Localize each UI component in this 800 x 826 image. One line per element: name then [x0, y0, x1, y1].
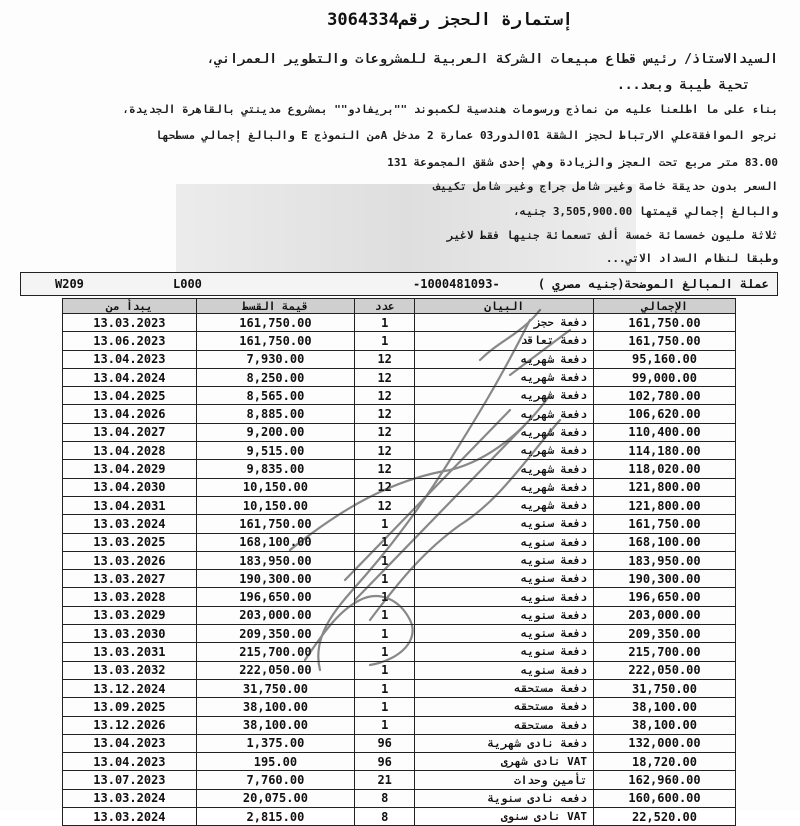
cell-description: دفعة سنويه	[415, 515, 594, 533]
cell-count: 8	[355, 808, 415, 826]
cell-count: 12	[355, 478, 415, 496]
cell-installment-value: 7,930.00	[196, 350, 354, 368]
table-header-row	[63, 299, 736, 314]
cell-count: 1	[355, 588, 415, 606]
cell-description: دفعة شهريه	[415, 460, 594, 478]
payment-schedule-table	[62, 298, 736, 826]
cell-start-date: 13.03.2032	[63, 661, 197, 679]
cell-count: 8	[355, 789, 415, 807]
cell-installment-value: 20,075.00	[196, 789, 354, 807]
currency-label: عملة المبالغ الموضحة(جنيه مصري )	[537, 277, 769, 291]
table-row	[63, 423, 736, 441]
letter-line-7: وطبقا لنظام السداد الاتي...	[605, 252, 778, 265]
cell-total: 203,000.00	[594, 606, 736, 624]
cell-total: 160,600.00	[594, 789, 736, 807]
cell-description: دفعة سنويه	[415, 570, 594, 588]
cell-count: 96	[355, 753, 415, 771]
cell-description: دفعة شهريه	[415, 405, 594, 423]
cell-count: 12	[355, 405, 415, 423]
letter-line-2: نرجو الموافقةعلي الارتباط لحجز الشقة 01الدور03 عمارة 2 مدخل Aمن النموذج E والبالغ إجمالي مسطحها	[155, 129, 778, 142]
table-row	[63, 533, 736, 551]
table-row	[63, 698, 736, 716]
table-row	[63, 314, 736, 332]
table-row	[63, 753, 736, 771]
cell-description: دفعة شهريه	[415, 423, 594, 441]
cell-installment-value: 161,750.00	[196, 332, 354, 350]
cell-count: 12	[355, 423, 415, 441]
table-row	[63, 387, 736, 405]
cell-start-date: 13.03.2030	[63, 625, 197, 643]
cell-description: دفعة سنويه	[415, 606, 594, 624]
letter-line-4: السعر بدون حديقة خاصة وغير شامل جراج وغير شامل تكييف	[433, 180, 778, 193]
letter-line-5: والبالغ إجمالي قيمتها 3,505,900.00 جنيه،	[513, 205, 778, 218]
cell-start-date: 13.04.2028	[63, 442, 197, 460]
cell-total: 222,050.00	[594, 661, 736, 679]
cell-total: 209,350.00	[594, 625, 736, 643]
cell-total: 168,100.00	[594, 533, 736, 551]
cell-start-date: 13.12.2024	[63, 679, 197, 697]
cell-description: دفعة شهريه	[415, 496, 594, 514]
header-installment-value: قيمة القسط	[196, 299, 354, 314]
table-row	[63, 478, 736, 496]
cell-installment-value: 195.00	[196, 753, 354, 771]
form-title: إستمارة الحجز رقم3064334	[327, 10, 573, 30]
cell-total: 99,000.00	[594, 368, 736, 386]
table-row	[63, 460, 736, 478]
table-row	[63, 350, 736, 368]
cell-description: VAT نادى سنوى	[415, 808, 594, 826]
cell-installment-value: 215,700.00	[196, 643, 354, 661]
w-code: W209	[55, 277, 84, 291]
cell-installment-value: 8,565.00	[196, 387, 354, 405]
cell-start-date: 13.04.2023	[63, 350, 197, 368]
cell-total: 121,800.00	[594, 496, 736, 514]
cell-description: دفعة سنويه	[415, 625, 594, 643]
table-row	[63, 496, 736, 514]
reference-code: -1000481093-	[413, 277, 500, 291]
cell-installment-value: 38,100.00	[196, 716, 354, 734]
cell-installment-value: 183,950.00	[196, 551, 354, 569]
addressee-line: السيدالاستاذ/ رئيس قطاع مبيعات الشركة العربية للمشروعات والتطوير العمراني،	[206, 52, 778, 67]
cell-start-date: 13.03.2031	[63, 643, 197, 661]
cell-count: 1	[355, 716, 415, 734]
table-row	[63, 405, 736, 423]
cell-total: 121,800.00	[594, 478, 736, 496]
table-row	[63, 734, 736, 752]
cell-start-date: 13.04.2030	[63, 478, 197, 496]
cell-count: 1	[355, 533, 415, 551]
table-row	[63, 771, 736, 789]
table-row	[63, 643, 736, 661]
cell-count: 12	[355, 496, 415, 514]
cell-count: 1	[355, 625, 415, 643]
cell-description: تأمين وحدات	[415, 771, 594, 789]
cell-installment-value: 9,515.00	[196, 442, 354, 460]
cell-total: 38,100.00	[594, 716, 736, 734]
cell-description: دفعه نادى سنوية	[415, 789, 594, 807]
cell-start-date: 13.03.2025	[63, 533, 197, 551]
cell-installment-value: 203,000.00	[196, 606, 354, 624]
table-row	[63, 606, 736, 624]
cell-description: دفعة تعاقد	[415, 332, 594, 350]
cell-description: دفعة مستحقه	[415, 698, 594, 716]
table-row	[63, 716, 736, 734]
cell-count: 1	[355, 643, 415, 661]
cell-description: دفعة شهريه	[415, 442, 594, 460]
cell-start-date: 13.04.2023	[63, 753, 197, 771]
cell-installment-value: 8,250.00	[196, 368, 354, 386]
cell-installment-value: 31,750.00	[196, 679, 354, 697]
cell-total: 102,780.00	[594, 387, 736, 405]
cell-installment-value: 10,150.00	[196, 496, 354, 514]
cell-installment-value: 9,200.00	[196, 423, 354, 441]
table-row	[63, 515, 736, 533]
header-description: البيان	[415, 299, 594, 314]
cell-start-date: 13.03.2027	[63, 570, 197, 588]
cell-start-date: 13.09.2025	[63, 698, 197, 716]
cell-total: 161,750.00	[594, 515, 736, 533]
cell-total: 215,700.00	[594, 643, 736, 661]
cell-count: 21	[355, 771, 415, 789]
cell-start-date: 13.04.2023	[63, 734, 197, 752]
header-start-from: يبدأ من	[63, 299, 197, 314]
cell-start-date: 13.06.2023	[63, 332, 197, 350]
letter-line-1: بناء على ما اطلعنا عليه من نماذج ورسومات هندسية لكمبوند ""بريفادو"" بمشروع مدينتي بالقاهرة الجديدة،	[122, 103, 778, 116]
table-row	[63, 332, 736, 350]
cell-description: دفعة سنويه	[415, 533, 594, 551]
cell-total: 22,520.00	[594, 808, 736, 826]
cell-installment-value: 161,750.00	[196, 515, 354, 533]
cell-start-date: 13.04.2026	[63, 405, 197, 423]
cell-total: 114,180.00	[594, 442, 736, 460]
table-row	[63, 679, 736, 697]
cell-total: 95,160.00	[594, 350, 736, 368]
cell-installment-value: 10,150.00	[196, 478, 354, 496]
cell-description: VAT نادى شهرى	[415, 753, 594, 771]
cell-start-date: 13.03.2028	[63, 588, 197, 606]
greeting-line: تحية طيبة وبعد...	[616, 78, 750, 93]
table-row	[63, 570, 736, 588]
cell-installment-value: 38,100.00	[196, 698, 354, 716]
cell-total: 31,750.00	[594, 679, 736, 697]
cell-count: 12	[355, 442, 415, 460]
cell-installment-value: 222,050.00	[196, 661, 354, 679]
cell-count: 1	[355, 606, 415, 624]
cell-total: 162,960.00	[594, 771, 736, 789]
table-row	[63, 808, 736, 826]
letter-line-6: ثلاثة مليون خمسمائة خمسة ألف تسعمائة جنيها فقط لاغير	[446, 229, 778, 242]
cell-description: دفعة نادى شهرية	[415, 734, 594, 752]
cell-start-date: 13.03.2024	[63, 789, 197, 807]
cell-installment-value: 168,100.00	[196, 533, 354, 551]
cell-installment-value: 7,760.00	[196, 771, 354, 789]
cell-total: 190,300.00	[594, 570, 736, 588]
cell-description: دفعة شهريه	[415, 368, 594, 386]
cell-count: 1	[355, 314, 415, 332]
cell-count: 12	[355, 460, 415, 478]
cell-total: 18,720.00	[594, 753, 736, 771]
cell-total: 183,950.00	[594, 551, 736, 569]
cell-total: 118,020.00	[594, 460, 736, 478]
table-row	[63, 368, 736, 386]
cell-installment-value: 8,885.00	[196, 405, 354, 423]
letter-line-3: 83.00 متر مربع تحت العجز والزيادة وهي إحدى شقق المجموعة 131	[387, 156, 778, 169]
cell-description: دفعة سنويه	[415, 551, 594, 569]
cell-total: 38,100.00	[594, 698, 736, 716]
cell-start-date: 13.07.2023	[63, 771, 197, 789]
cell-total: 161,750.00	[594, 314, 736, 332]
cell-start-date: 13.03.2024	[63, 808, 197, 826]
cell-count: 12	[355, 368, 415, 386]
currency-bar	[20, 272, 778, 296]
cell-start-date: 13.03.2024	[63, 515, 197, 533]
cell-start-date: 13.12.2026	[63, 716, 197, 734]
table-body	[63, 314, 736, 826]
cell-description: دفعة شهريه	[415, 387, 594, 405]
cell-installment-value: 190,300.00	[196, 570, 354, 588]
table-row	[63, 551, 736, 569]
cell-start-date: 13.04.2029	[63, 460, 197, 478]
cell-count: 1	[355, 570, 415, 588]
cell-start-date: 13.03.2029	[63, 606, 197, 624]
table-row	[63, 625, 736, 643]
cell-start-date: 13.04.2025	[63, 387, 197, 405]
cell-total: 132,000.00	[594, 734, 736, 752]
cell-description: دفعة حجز	[415, 314, 594, 332]
cell-description: دفعة شهريه	[415, 350, 594, 368]
cell-total: 110,400.00	[594, 423, 736, 441]
cell-installment-value: 196,650.00	[196, 588, 354, 606]
cell-installment-value: 209,350.00	[196, 625, 354, 643]
cell-start-date: 13.04.2031	[63, 496, 197, 514]
cell-description: دفعة سنويه	[415, 661, 594, 679]
cell-description: دفعة سنويه	[415, 643, 594, 661]
cell-total: 196,650.00	[594, 588, 736, 606]
cell-count: 1	[355, 332, 415, 350]
cell-count: 96	[355, 734, 415, 752]
cell-total: 161,750.00	[594, 332, 736, 350]
cell-count: 1	[355, 661, 415, 679]
cell-count: 1	[355, 698, 415, 716]
cell-start-date: 13.04.2024	[63, 368, 197, 386]
cell-description: دفعة شهريه	[415, 478, 594, 496]
cell-count: 1	[355, 515, 415, 533]
cell-total: 106,620.00	[594, 405, 736, 423]
l-code: L000	[173, 277, 202, 291]
cell-count: 12	[355, 387, 415, 405]
table-row	[63, 442, 736, 460]
table-row	[63, 588, 736, 606]
cell-count: 12	[355, 350, 415, 368]
cell-count: 1	[355, 679, 415, 697]
cell-description: دفعة مستحقه	[415, 679, 594, 697]
cell-description: دفعة مستحقه	[415, 716, 594, 734]
cell-start-date: 13.03.2023	[63, 314, 197, 332]
cell-installment-value: 2,815.00	[196, 808, 354, 826]
cell-count: 1	[355, 551, 415, 569]
table-row	[63, 789, 736, 807]
cell-start-date: 13.04.2027	[63, 423, 197, 441]
header-total: الإجمالي	[594, 299, 736, 314]
cell-start-date: 13.03.2026	[63, 551, 197, 569]
cell-installment-value: 9,835.00	[196, 460, 354, 478]
cell-description: دفعة سنويه	[415, 588, 594, 606]
cell-installment-value: 161,750.00	[196, 314, 354, 332]
table-row	[63, 661, 736, 679]
header-count: عدد	[355, 299, 415, 314]
cell-installment-value: 1,375.00	[196, 734, 354, 752]
